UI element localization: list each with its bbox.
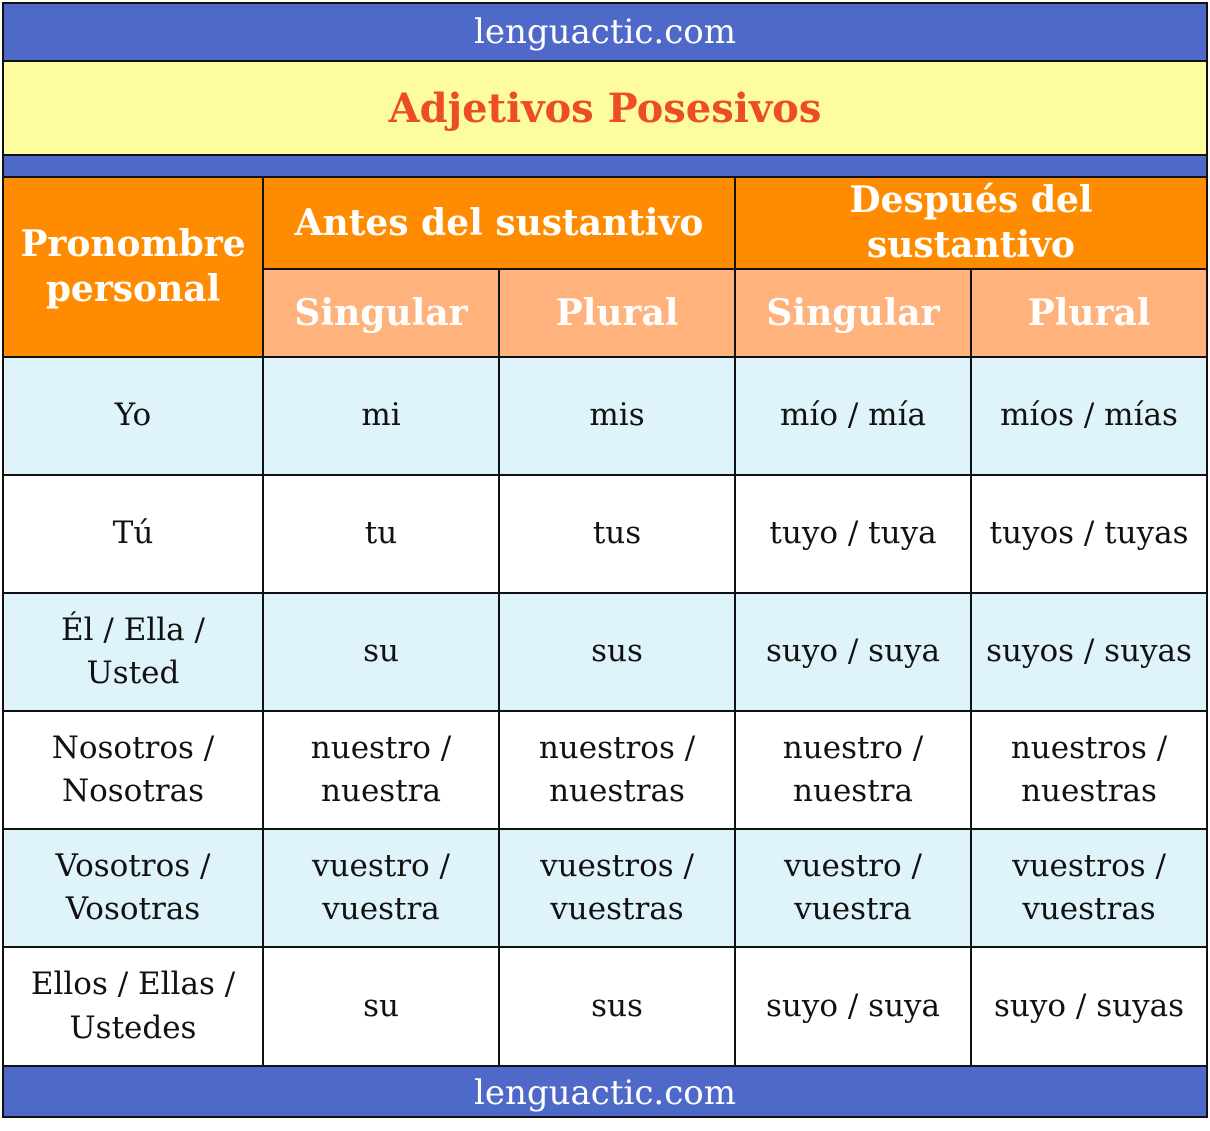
table-cell: sus <box>499 593 735 711</box>
table-cell: su <box>263 593 499 711</box>
pronoun-cell: Él / Ella / Usted <box>4 593 263 711</box>
pronoun-cell: Tú <box>4 475 263 593</box>
header-before-noun: Antes del sustantivo <box>263 178 735 269</box>
table-cell: vuestro / vuestra <box>263 829 499 947</box>
table-row <box>4 947 1206 1065</box>
header-singular: Singular <box>735 269 971 357</box>
pronoun-cell: Nosotros / Nosotras <box>4 711 263 829</box>
table-cell: nuestros / nuestras <box>499 711 735 829</box>
header-plural: Plural <box>499 269 735 357</box>
table-cell: nuestros / nuestras <box>971 711 1206 829</box>
table-cell: sus <box>499 947 735 1065</box>
top-banner: lenguactic.com <box>4 4 1206 60</box>
page-title: Adjetivos Posesivos <box>4 60 1206 156</box>
pronoun-cell: Vosotros / Vosotras <box>4 829 263 947</box>
table-row <box>4 593 1206 711</box>
table-cell: vuestros / vuestras <box>499 829 735 947</box>
table-cell: suyos / suyas <box>971 593 1206 711</box>
header-singular: Singular <box>263 269 499 357</box>
possessive-adjectives-chart <box>2 2 1208 1118</box>
table-cell: suyo / suya <box>735 593 971 711</box>
table-cell: tus <box>499 475 735 593</box>
table-cell: suyo / suya <box>735 947 971 1065</box>
table-row <box>4 711 1206 829</box>
table-cell: mis <box>499 357 735 475</box>
table-cell: míos / mías <box>971 357 1206 475</box>
table-cell: vuestros / vuestras <box>971 829 1206 947</box>
table-cell: vuestro / vuestra <box>735 829 971 947</box>
table-cell: tu <box>263 475 499 593</box>
table-row <box>4 475 1206 593</box>
table-cell: nuestro / nuestra <box>735 711 971 829</box>
table-row <box>4 357 1206 475</box>
possessive-table <box>4 178 1206 1065</box>
pronoun-cell: Ellos / Ellas / Ustedes <box>4 947 263 1065</box>
table-cell: mío / mía <box>735 357 971 475</box>
table-row <box>4 829 1206 947</box>
table-cell: tuyo / tuya <box>735 475 971 593</box>
table-cell: suyo / suyas <box>971 947 1206 1065</box>
table-cell: tuyos / tuyas <box>971 475 1206 593</box>
header-after-noun: Después del sustantivo <box>735 178 1206 269</box>
table-cell: su <box>263 947 499 1065</box>
header-plural: Plural <box>971 269 1206 357</box>
header-pronoun: Pronombre personal <box>4 178 263 357</box>
table-cell: nuestro / nuestra <box>263 711 499 829</box>
divider-band <box>4 156 1206 178</box>
table-cell: mi <box>263 357 499 475</box>
pronoun-cell: Yo <box>4 357 263 475</box>
bottom-banner: lenguactic.com <box>4 1065 1206 1118</box>
